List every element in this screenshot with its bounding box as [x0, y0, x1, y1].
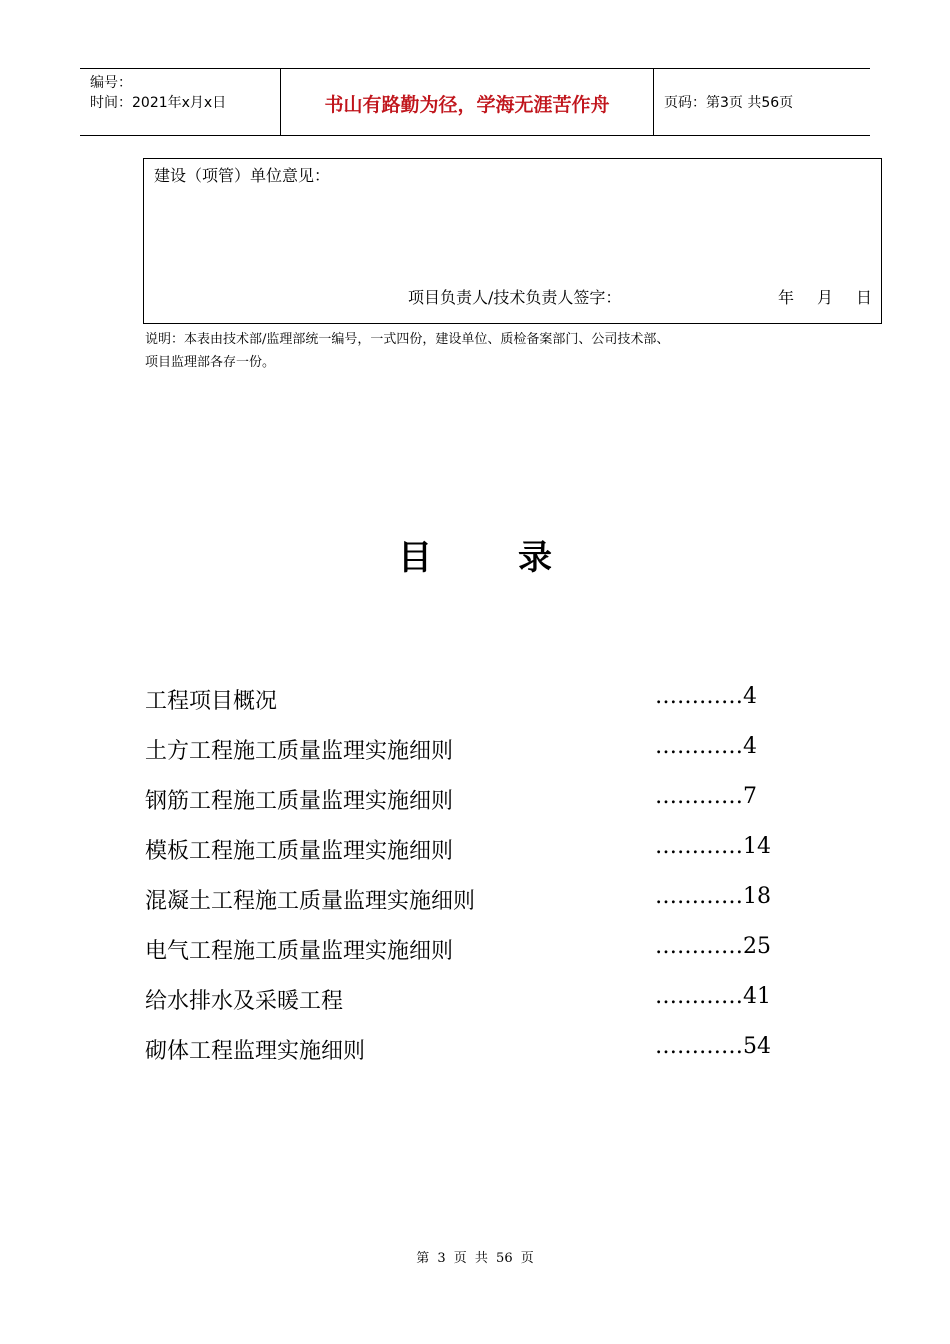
serial-label: 编号： [90, 75, 132, 91]
toc-item-label: 模板工程施工质量监理实施细则 [145, 839, 454, 864]
toc-title-first: 目 [398, 538, 432, 578]
toc-item-page: …………7 [655, 784, 757, 809]
opinion-title: 建设（项管）单位意见： [154, 166, 331, 185]
toc-item-label: 钢筋工程施工质量监理实施细则 [145, 789, 454, 814]
toc-item-label: 工程项目概况 [145, 689, 278, 714]
toc-title-second: 录 [518, 538, 552, 578]
toc-item[interactable] [145, 980, 845, 1030]
signature-label: 项目负责人/技术负责人签字： [408, 288, 622, 307]
toc-item-label: 土方工程施工质量监理实施细则 [145, 739, 454, 764]
date-month: 月 [817, 288, 834, 307]
page-footer: 第 3 页 共 56 页 [416, 1251, 534, 1266]
header-motto: 书山有路勤为径，学海无涯苦作舟 [281, 69, 654, 135]
toc-item[interactable] [145, 780, 845, 830]
toc-item[interactable] [145, 880, 845, 930]
header-page-info: 页码：第3页 共56页 [664, 95, 794, 111]
toc-item-label: 电气工程施工质量监理实施细则 [145, 939, 454, 964]
opinion-box [143, 158, 882, 324]
toc-item-label: 混凝土工程施工质量监理实施细则 [145, 889, 476, 914]
toc-item-label: 给水排水及采暖工程 [145, 989, 344, 1014]
toc-item-page: …………18 [655, 884, 771, 909]
toc-item-page: …………54 [655, 1034, 771, 1059]
note-line-2: 项目监理部各存一份。 [145, 355, 276, 370]
toc-item-page: …………41 [655, 984, 771, 1009]
toc-item[interactable] [145, 830, 845, 880]
toc-item[interactable] [145, 930, 845, 980]
form-note [145, 328, 669, 374]
header-meta [80, 69, 281, 135]
date-year: 年 [778, 288, 795, 307]
toc-item[interactable] [145, 1030, 845, 1080]
toc-item[interactable] [145, 730, 845, 780]
toc-item[interactable] [145, 680, 845, 730]
page-header [80, 68, 870, 136]
toc-item-page: …………4 [655, 684, 757, 709]
note-line-1: 说明：本表由技术部/监理部统一编号，一式四份，建设单位、质检备案部门、公司技术部、 [145, 332, 670, 347]
toc-item-page: …………4 [655, 734, 757, 759]
time-label: 时间：2021年x月x日 [90, 95, 227, 111]
toc-item-page: …………25 [655, 934, 771, 959]
toc-item-page: …………14 [655, 834, 771, 859]
toc-item-label: 砌体工程监理实施细则 [145, 1039, 366, 1064]
date-day: 日 [856, 288, 873, 307]
toc-list [145, 680, 845, 1080]
